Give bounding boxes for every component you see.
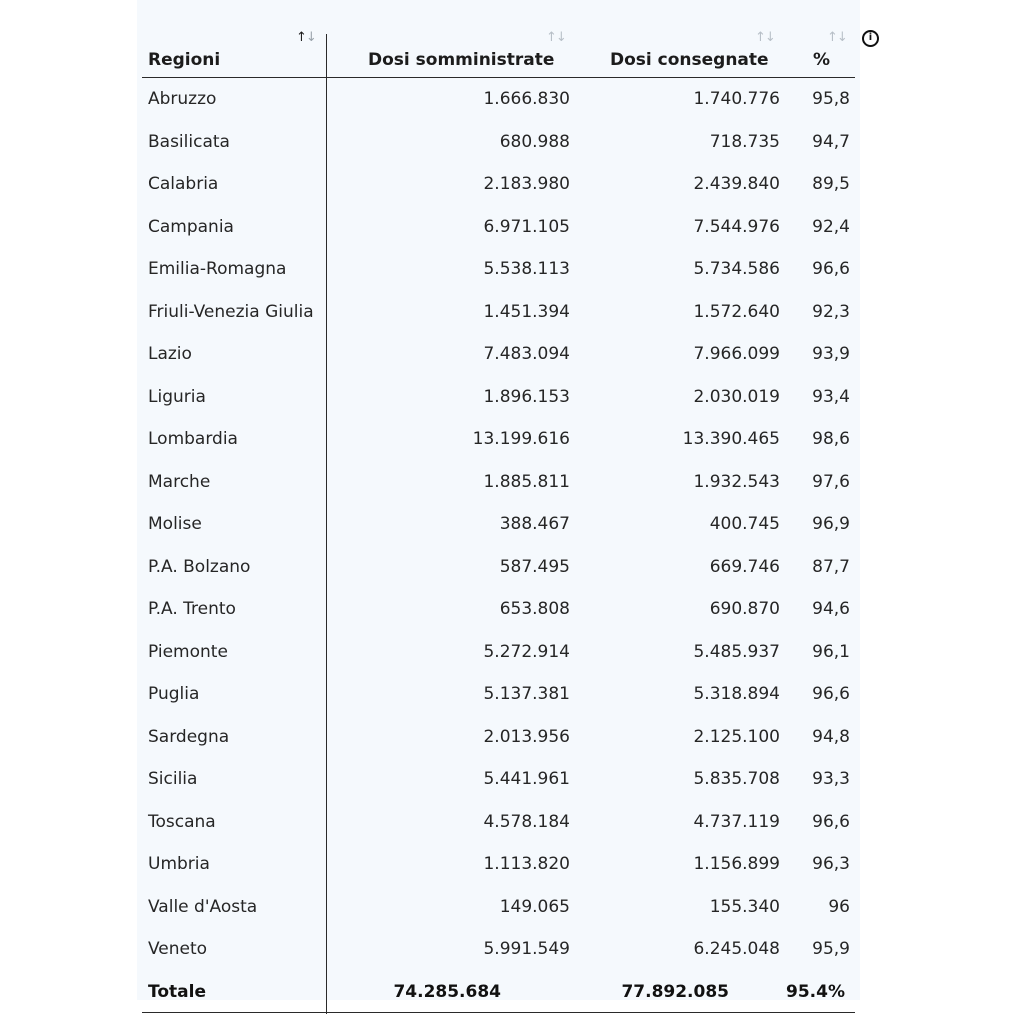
table-row bbox=[142, 759, 855, 802]
cell-delivered: 5.734.586 bbox=[693, 259, 780, 279]
table-header bbox=[142, 20, 855, 77]
cell-administered: 5.441.961 bbox=[483, 769, 570, 789]
cell-region: Toscana bbox=[148, 811, 216, 832]
cell-percent: 95.4% bbox=[786, 981, 845, 1002]
cell-region: Marche bbox=[148, 471, 211, 492]
cell-administered: 4.578.184 bbox=[483, 811, 570, 832]
cell-percent: 93,4 bbox=[812, 386, 850, 407]
cell-administered: 1.666.830 bbox=[483, 89, 570, 109]
table-row bbox=[142, 249, 855, 292]
cell-region: Lazio bbox=[148, 344, 192, 364]
cell-administered: 388.467 bbox=[499, 514, 570, 534]
cell-administered: 5.137.381 bbox=[483, 684, 570, 704]
cell-percent: 98,6 bbox=[812, 429, 850, 449]
cell-percent: 96,6 bbox=[812, 811, 850, 832]
cell-region: Puglia bbox=[148, 684, 200, 704]
cell-delivered: 5.318.894 bbox=[693, 684, 780, 704]
table-row bbox=[142, 122, 855, 165]
cell-delivered: 13.390.465 bbox=[682, 429, 780, 449]
table-row bbox=[142, 632, 855, 675]
column-header-dosi-somministrate[interactable]: Dosi somministrate bbox=[368, 50, 555, 70]
cell-region: Sicilia bbox=[148, 769, 198, 789]
cell-administered: 587.495 bbox=[499, 556, 570, 577]
cell-administered: 74.285.684 bbox=[393, 981, 501, 1002]
info-circle-icon[interactable]: i bbox=[862, 30, 879, 47]
header-divider bbox=[142, 77, 855, 78]
sort-arrows-icon[interactable]: ↑↓ bbox=[546, 30, 566, 45]
table-row bbox=[142, 79, 855, 122]
table-row bbox=[142, 419, 855, 462]
cell-administered: 1.113.820 bbox=[483, 854, 570, 874]
cell-region: Campania bbox=[148, 216, 234, 237]
cell-region: Abruzzo bbox=[148, 89, 217, 109]
cell-region: Veneto bbox=[148, 939, 208, 959]
cell-delivered: 1.740.776 bbox=[693, 89, 780, 109]
cell-region: Basilicata bbox=[148, 131, 230, 152]
cell-percent: 96,6 bbox=[812, 259, 850, 279]
cell-region: Piemonte bbox=[148, 641, 228, 662]
cell-region: Sardegna bbox=[148, 726, 230, 747]
cell-administered: 7.483.094 bbox=[483, 344, 570, 364]
table-row bbox=[142, 929, 855, 972]
table-row bbox=[142, 802, 855, 845]
cell-percent: 96 bbox=[828, 896, 850, 917]
cell-percent: 89,5 bbox=[812, 174, 850, 194]
table-row bbox=[142, 207, 855, 250]
cell-region: Liguria bbox=[148, 386, 206, 407]
table-row bbox=[142, 462, 855, 505]
cell-percent: 87,7 bbox=[812, 556, 850, 577]
cell-percent: 96,1 bbox=[812, 641, 850, 662]
cell-region: Emilia-Romagna bbox=[148, 259, 287, 279]
column-header-dosi-consegnate[interactable]: Dosi consegnate bbox=[610, 50, 769, 70]
cell-delivered: 400.745 bbox=[709, 514, 780, 534]
cell-percent: 96,9 bbox=[812, 514, 850, 534]
column-divider bbox=[326, 34, 327, 1014]
cell-delivered: 1.572.640 bbox=[693, 301, 780, 322]
cell-delivered: 4.737.119 bbox=[693, 811, 780, 832]
cell-region: Molise bbox=[148, 514, 202, 534]
table-row bbox=[142, 504, 855, 547]
cell-delivered: 77.892.085 bbox=[621, 981, 729, 1002]
cell-administered: 680.988 bbox=[499, 131, 570, 152]
cell-region: P.A. Bolzano bbox=[148, 556, 251, 577]
cell-delivered: 6.245.048 bbox=[693, 939, 780, 959]
cell-percent: 92,3 bbox=[812, 301, 850, 322]
cell-percent: 95,9 bbox=[812, 939, 850, 959]
table-bottom-divider bbox=[142, 1012, 855, 1013]
cell-percent: 97,6 bbox=[812, 471, 850, 492]
sort-arrows-icon[interactable]: ↑↓ bbox=[827, 30, 847, 45]
cell-delivered: 669.746 bbox=[709, 556, 780, 577]
cell-administered: 5.272.914 bbox=[483, 641, 570, 662]
cell-delivered: 2.125.100 bbox=[693, 726, 780, 747]
cell-percent: 93,3 bbox=[812, 769, 850, 789]
table-row bbox=[142, 589, 855, 632]
cell-region: Totale bbox=[148, 981, 206, 1002]
cell-delivered: 7.544.976 bbox=[693, 216, 780, 237]
cell-administered: 2.183.980 bbox=[483, 174, 570, 194]
cell-delivered: 2.030.019 bbox=[693, 386, 780, 407]
cell-percent: 94,8 bbox=[812, 726, 850, 747]
cell-percent: 96,6 bbox=[812, 684, 850, 704]
table-row bbox=[142, 887, 855, 930]
cell-administered: 13.199.616 bbox=[472, 429, 570, 449]
table-row bbox=[142, 164, 855, 207]
cell-delivered: 7.966.099 bbox=[693, 344, 780, 364]
cell-region: Calabria bbox=[148, 174, 219, 194]
table-body bbox=[142, 79, 855, 1014]
cell-percent: 94,7 bbox=[812, 131, 850, 152]
cell-administered: 6.971.105 bbox=[483, 216, 570, 237]
cell-administered: 1.885.811 bbox=[483, 471, 570, 492]
cell-percent: 93,9 bbox=[812, 344, 850, 364]
table-row bbox=[142, 292, 855, 335]
cell-administered: 653.808 bbox=[499, 599, 570, 619]
cell-administered: 2.013.956 bbox=[483, 726, 570, 747]
cell-administered: 5.538.113 bbox=[483, 259, 570, 279]
table-row bbox=[142, 547, 855, 590]
cell-percent: 94,6 bbox=[812, 599, 850, 619]
cell-delivered: 1.156.899 bbox=[693, 854, 780, 874]
cell-administered: 1.451.394 bbox=[483, 301, 570, 322]
cell-delivered: 5.485.937 bbox=[693, 641, 780, 662]
cell-percent: 95,8 bbox=[812, 89, 850, 109]
cell-region: Lombardia bbox=[148, 429, 238, 449]
sort-arrows-icon[interactable]: ↑↓ bbox=[755, 30, 775, 45]
cell-administered: 5.991.549 bbox=[483, 939, 570, 959]
table-row bbox=[142, 844, 855, 887]
cell-delivered: 2.439.840 bbox=[693, 174, 780, 194]
cell-administered: 1.896.153 bbox=[483, 386, 570, 407]
cell-region: Umbria bbox=[148, 854, 210, 874]
cell-region: P.A. Trento bbox=[148, 599, 236, 619]
cell-percent: 96,3 bbox=[812, 854, 850, 874]
cell-delivered: 5.835.708 bbox=[693, 769, 780, 789]
table-total-row bbox=[142, 972, 855, 1015]
table-row bbox=[142, 334, 855, 377]
cell-percent: 92,4 bbox=[812, 216, 850, 237]
table-row bbox=[142, 377, 855, 420]
cell-delivered: 155.340 bbox=[709, 896, 780, 917]
cell-administered: 149.065 bbox=[499, 896, 570, 917]
table-row bbox=[142, 674, 855, 717]
cell-region: Valle d'Aosta bbox=[148, 896, 258, 917]
sort-arrows-icon[interactable]: ↑↓ bbox=[296, 30, 316, 45]
column-header-regioni[interactable]: Regioni bbox=[148, 50, 221, 70]
cell-region: Friuli-Venezia Giulia bbox=[148, 301, 314, 322]
table-row bbox=[142, 717, 855, 760]
cell-delivered: 690.870 bbox=[709, 599, 780, 619]
cell-delivered: 718.735 bbox=[709, 131, 780, 152]
column-header-percent[interactable]: % bbox=[813, 50, 831, 70]
cell-delivered: 1.932.543 bbox=[693, 471, 780, 492]
